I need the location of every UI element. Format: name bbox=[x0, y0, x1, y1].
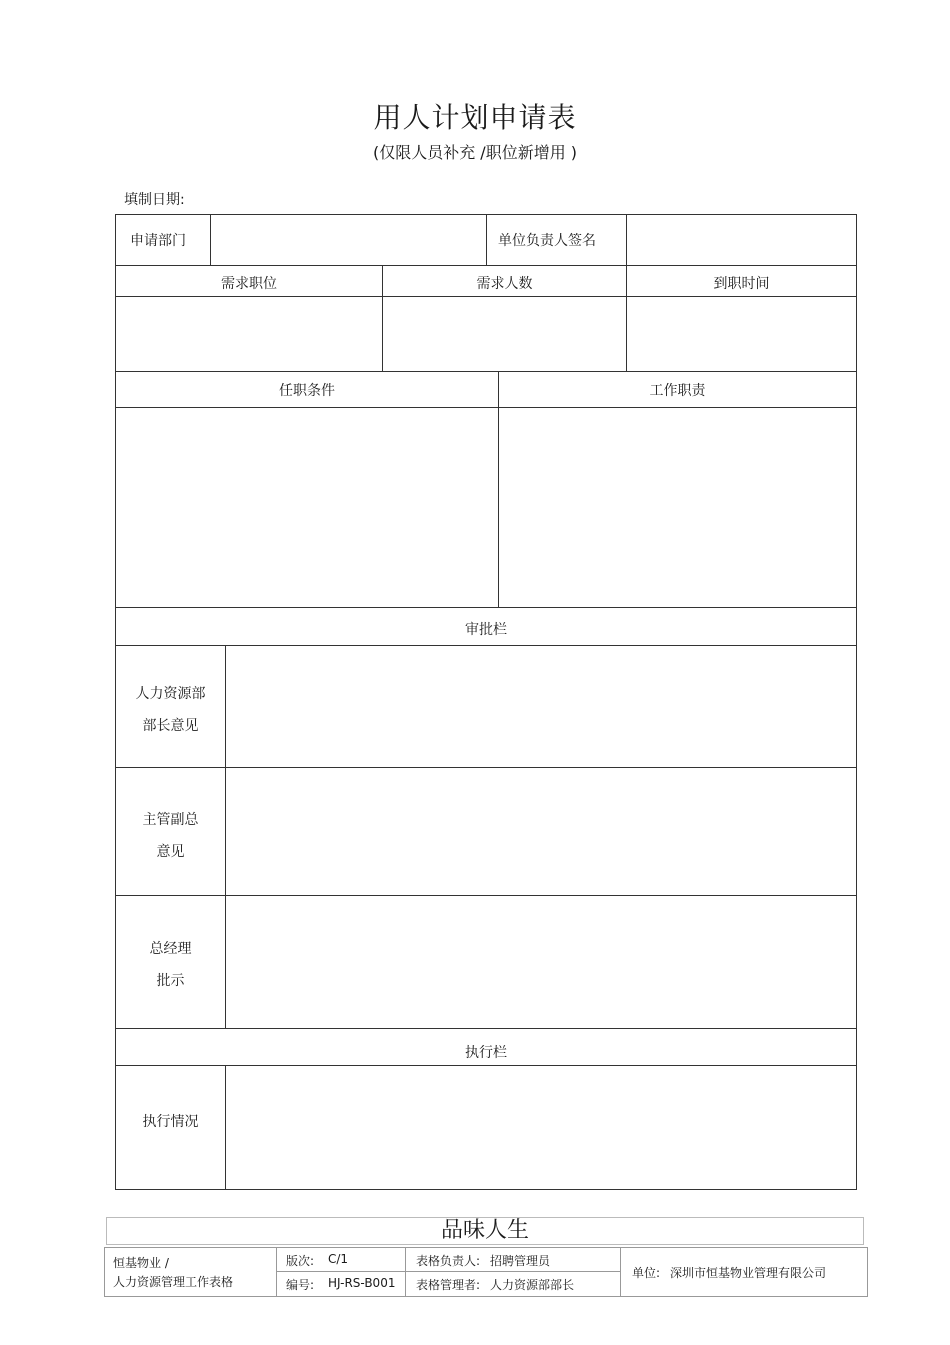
footer-manager-label: 表格管理者: bbox=[416, 1278, 481, 1292]
duties-field[interactable] bbox=[499, 408, 856, 607]
gm-instruction-label-line2: 批示 bbox=[156, 973, 185, 989]
footer-code-value: HJ-RS-B001 bbox=[328, 1276, 396, 1290]
vp-opinion-label-line2: 意见 bbox=[156, 844, 185, 860]
divider bbox=[405, 1247, 406, 1297]
approval-section-title: 审批栏 bbox=[465, 622, 507, 638]
gm-instruction-field[interactable] bbox=[226, 896, 856, 1028]
hr-opinion-label-line1: 人力资源部 bbox=[135, 686, 206, 702]
signature-field[interactable] bbox=[627, 215, 856, 265]
execution-section-title: 执行栏 bbox=[465, 1045, 507, 1061]
requirements-header: 任职条件 bbox=[279, 383, 335, 399]
divider bbox=[620, 1247, 621, 1297]
footer-unit-label: 单位: bbox=[632, 1266, 661, 1280]
signature-label: 单位负责人签名 bbox=[498, 233, 596, 249]
headcount-header: 需求人数 bbox=[476, 276, 533, 292]
divider bbox=[115, 1028, 857, 1029]
gm-instruction-label bbox=[116, 933, 225, 997]
headcount-field[interactable] bbox=[383, 297, 626, 371]
execution-status-label: 执行情况 bbox=[142, 1114, 199, 1130]
hr-opinion-label bbox=[116, 678, 225, 742]
vp-opinion-label bbox=[116, 804, 225, 868]
footer-version-value: C/1 bbox=[328, 1252, 349, 1266]
footer-owner-value: 招聘管理员 bbox=[490, 1254, 551, 1268]
footer-manager-value: 人力资源部部长 bbox=[490, 1278, 575, 1292]
vp-opinion-label-line1: 主管副总 bbox=[142, 812, 199, 828]
divider bbox=[115, 371, 857, 372]
footer-unit-value: 深圳市恒基物业管理有限公司 bbox=[670, 1266, 827, 1280]
footer-company-line2: 人力资源管理工作表格 bbox=[113, 1275, 234, 1289]
footer-code-label: 编号: bbox=[286, 1278, 315, 1292]
page-title: 用人计划申请表 bbox=[373, 101, 577, 134]
hr-opinion-field[interactable] bbox=[226, 646, 856, 767]
duties-header: 工作职责 bbox=[649, 383, 706, 399]
dept-field[interactable] bbox=[211, 215, 486, 265]
start-time-field[interactable] bbox=[627, 297, 856, 371]
fill-date-label: 填制日期: bbox=[124, 192, 185, 208]
position-header: 需求职位 bbox=[221, 276, 277, 292]
divider bbox=[486, 214, 487, 265]
footer-version-label: 版次: bbox=[286, 1254, 315, 1268]
divider bbox=[115, 265, 857, 266]
footer-company-line1: 恒基物业 / bbox=[113, 1256, 169, 1270]
position-field[interactable] bbox=[116, 297, 382, 371]
divider bbox=[276, 1271, 620, 1272]
footer-slogan: 品味人生 bbox=[106, 1217, 864, 1245]
vp-opinion-field[interactable] bbox=[226, 768, 856, 895]
gm-instruction-label-line1: 总经理 bbox=[149, 941, 192, 957]
divider bbox=[115, 607, 857, 608]
divider bbox=[276, 1247, 277, 1297]
hr-opinion-label-line2: 部长意见 bbox=[142, 718, 199, 734]
start-time-header: 到职时间 bbox=[713, 276, 770, 292]
dept-label: 申请部门 bbox=[130, 233, 186, 249]
page-subtitle: (仅限人员补充 /职位新增用 ) bbox=[372, 143, 578, 162]
execution-status-field[interactable] bbox=[226, 1066, 856, 1189]
requirements-field[interactable] bbox=[116, 408, 498, 607]
footer-owner-label: 表格负责人: bbox=[416, 1254, 481, 1268]
